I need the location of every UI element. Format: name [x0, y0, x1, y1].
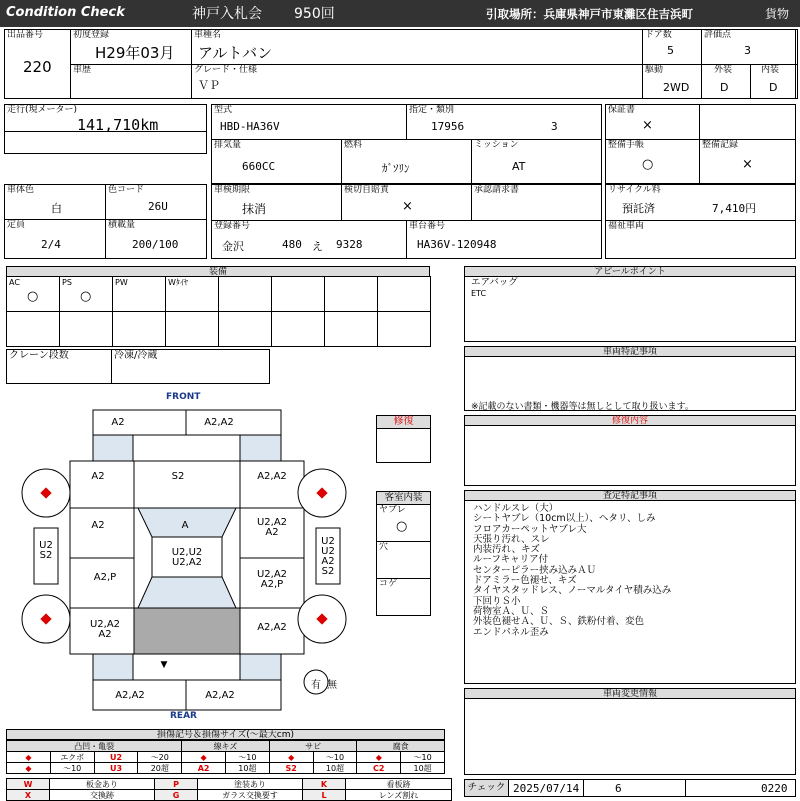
label-quarter-l: U2,A2 A2: [89, 619, 121, 640]
legend-key-cell: 看板跡: [346, 779, 452, 790]
legend-group-header: 腐食: [357, 741, 445, 752]
headlight-left: [93, 435, 133, 461]
score-label: 評価点: [704, 30, 732, 40]
inspection-note-line: ルーフキャリア付: [473, 554, 549, 566]
interior-row-label: コゲ: [379, 579, 398, 589]
appeal-line-etc: ETC: [471, 289, 487, 298]
label-rear-left: A2,A2: [115, 689, 145, 701]
type-cell: [211, 104, 407, 140]
drive-label: 駆動: [645, 65, 664, 75]
chassis-label: 車台番号: [409, 221, 446, 231]
classification: 3: [551, 120, 558, 133]
label-hood-right: A2,A2: [257, 470, 287, 482]
grade-label: グレード・仕様: [194, 65, 258, 75]
service-book-cell: [605, 139, 700, 184]
legend-key-cell: 塗装あり: [198, 779, 303, 790]
equipment-slot: [377, 311, 431, 347]
service-record-cell: [699, 139, 796, 184]
legend-cell: U3: [94, 763, 138, 774]
inspection-note-line: シートヤブレ（10cm以上）、ヘタリ、しみ: [473, 513, 656, 525]
headlight-right: [240, 435, 281, 461]
inspection-note-line: センターピラー挟み込みＡＵ: [473, 564, 597, 576]
warranty: ×: [642, 118, 653, 133]
lot-number: 220: [23, 58, 52, 76]
service-record-label: 整備記録: [702, 140, 739, 150]
interior-row: [376, 504, 431, 542]
label-door-r1: U2,A2 A2: [256, 517, 288, 538]
inspection-notes-box: [464, 500, 796, 684]
fuel: ｶﾞｿﾘﾝ: [382, 162, 410, 175]
interior-cell: [750, 64, 798, 99]
color-code: 26U: [148, 200, 168, 213]
registration-cell: [211, 220, 407, 259]
mileage: 141,710km: [77, 116, 159, 134]
score-cell: [701, 29, 798, 65]
recycle-fee: 7,410円: [712, 202, 757, 215]
label-roof: U2,U2 U2,A2: [171, 547, 203, 568]
equipment-title: 装備: [6, 266, 430, 277]
brand-title: Condition Check: [6, 5, 125, 20]
freezer-label: 冷凍/冷蔵: [114, 350, 158, 361]
inspection-note-line: タイヤスタッドレス、ノーマルタイヤ積み込み: [473, 585, 672, 597]
label-windshield: A: [181, 519, 189, 531]
pickup-location: 引取場所：兵庫県神戸市東灘区住吉浜町: [486, 7, 693, 21]
history-label: 車歴: [73, 65, 92, 75]
reg-area: 金沢: [222, 240, 244, 253]
inspection-note-line: 内装汚れ、キズ: [473, 544, 540, 556]
grade: ＶＰ: [198, 79, 220, 92]
appeal-title: アピールポイント: [464, 266, 796, 277]
load-capacity: 200/100: [132, 238, 179, 251]
capacity-label: 定員: [7, 220, 26, 230]
interior-grade: D: [769, 81, 778, 94]
crane-cell: [6, 349, 112, 384]
legend-cell: ◆: [7, 763, 51, 774]
lot-number-cell: [4, 29, 71, 99]
special-note: ※記載のない書類・機器等は無しとして取り扱います。: [471, 402, 694, 412]
designation-cell: [406, 104, 602, 140]
interior-row: [376, 541, 431, 579]
equipment-label: Wﾀｲﾔ: [168, 278, 188, 287]
interior-title: 客室内装: [376, 491, 431, 505]
doors-cell: [642, 29, 702, 65]
check-row: [464, 779, 796, 797]
legend-cell: 〜10: [401, 752, 445, 763]
legend-cell: 10超: [313, 763, 357, 774]
reg-class: 480: [282, 238, 302, 251]
legend-group-header: サビ: [269, 741, 357, 752]
change-info-box: [464, 698, 796, 775]
basic-info-panel: [4, 29, 796, 99]
exterior-grade: D: [720, 81, 729, 94]
rear-window[interactable]: [138, 577, 236, 608]
chassis-number: HA36V-120948: [417, 238, 497, 251]
check-num: 6: [615, 782, 622, 795]
legend-table: [6, 740, 445, 801]
equipment-slot: [324, 311, 378, 347]
legend-key-cell: G: [155, 790, 198, 801]
equipment-label: PW: [115, 278, 128, 287]
equipment-value: ○: [80, 289, 92, 304]
legend-key-cell: 交換跡: [50, 790, 155, 801]
fuel-cell: [341, 139, 472, 184]
displacement-cell: [211, 139, 342, 184]
equipment-grid: [6, 276, 430, 346]
history-cell: [70, 64, 192, 99]
legend-key-cell: 板金あり: [50, 779, 155, 790]
equipment-slot: [112, 311, 166, 347]
check-date: 2025/07/14: [513, 782, 580, 795]
crane-label: クレーン段数: [9, 350, 69, 361]
drive-cell: [642, 64, 702, 99]
equipment-slot: [112, 276, 166, 312]
taillight-left: [93, 654, 133, 680]
inspection-note-line: 荷物室Ａ、Ｕ、Ｓ: [473, 605, 550, 617]
legend-cell: ◆: [357, 752, 401, 763]
inspection-note-line: フロアカーペットヤブレ大: [473, 523, 587, 535]
front-label: FRONT: [166, 392, 201, 402]
grade-cell: [191, 64, 643, 99]
score: 3: [744, 44, 751, 57]
label-door-r2: U2,A2 A2,P: [256, 569, 288, 590]
wheel-rear-right[interactable]: [298, 595, 346, 643]
type-label: 型式: [214, 105, 233, 115]
model-name: アルトバン: [198, 44, 273, 62]
load-cell: [105, 219, 207, 259]
lot-number-label: 出品番号: [7, 30, 44, 40]
wheel-front-right[interactable]: [298, 469, 346, 517]
legend-cell: 10超: [225, 763, 269, 774]
equipment-label: PS: [62, 278, 72, 287]
wheel-rear-left[interactable]: [22, 595, 70, 643]
equipment-slot: [6, 311, 60, 347]
drive: 2WD: [663, 81, 690, 94]
inspection-notes-title: 査定特記事項: [464, 490, 796, 501]
equipment-slot: [218, 276, 272, 312]
inspection-note-line: 天張り汚れ、スレ: [473, 533, 550, 545]
body-color-cell: [4, 184, 106, 220]
appeal-line-airbag: エアバッグ: [471, 277, 518, 288]
equipment-slot: [271, 276, 325, 312]
doors: 5: [667, 44, 674, 57]
displacement-label: 排気量: [214, 140, 242, 150]
service-book: ○: [642, 157, 654, 172]
equipment-slot: [218, 311, 272, 347]
legend-key-cell: ガラス交換要す: [198, 790, 303, 801]
insurance-cell: [341, 184, 472, 221]
insurance-label: 検切自賠責: [344, 185, 390, 195]
color-code-cell: [105, 184, 207, 220]
special-title: 車両特記事項: [464, 346, 796, 357]
equipment-slot: [271, 311, 325, 347]
legend-title: 損傷記号＆損傷サイズ(〜最大cm): [6, 729, 445, 740]
equipment-slot: [377, 276, 431, 312]
approval-cell: [471, 184, 602, 221]
legend-cell: 20超: [138, 763, 182, 774]
inspection-expiry: 抹消: [242, 202, 267, 216]
approval-label: 承認請求書: [474, 185, 520, 195]
mission-cell: [471, 139, 602, 184]
vehicle-category: 貨物: [765, 7, 790, 21]
welfare-cell: [605, 220, 796, 259]
label-hood: S2: [171, 470, 185, 482]
mileage-cell: [4, 104, 207, 154]
model-name-cell: [191, 29, 643, 65]
insurance: ×: [402, 199, 413, 214]
warranty-blank-cell: [699, 104, 796, 140]
interior-row: [376, 578, 431, 616]
label-tail: ▼: [160, 660, 168, 670]
repair-content-title: 修復内容: [464, 415, 796, 426]
special-box: [464, 356, 796, 411]
interior-label: 内装: [761, 65, 780, 75]
equipment-slot: [165, 311, 219, 347]
warranty-cell: [605, 104, 700, 140]
repair-label: 修復: [376, 415, 431, 429]
inspection-expiry-cell: [211, 184, 342, 221]
legend-cell: 〜10: [50, 763, 94, 774]
wheel-front-left[interactable]: [22, 469, 70, 517]
body-color: 白: [51, 202, 62, 215]
spare-label: 有: [311, 679, 321, 691]
designation-label: 指定・類別: [409, 105, 455, 115]
exterior-label: 外装: [714, 65, 733, 75]
legend-key-cell: L: [303, 790, 346, 801]
legend-cell: ◆: [7, 752, 51, 763]
legend-cell: C2: [357, 763, 401, 774]
check-label: チェック: [464, 779, 509, 797]
welfare-label: 福祉車両: [608, 221, 645, 231]
inspection-note-line: 外装色褪せＡ、Ｕ、Ｓ、鉄粉付着、変色: [473, 616, 645, 628]
interior-row-value: ○: [396, 519, 408, 534]
inspection-label: 車検期限: [214, 185, 251, 195]
warranty-label: 保証書: [608, 105, 636, 115]
check-code: 0220: [761, 782, 788, 795]
equipment-value: ○: [27, 289, 39, 304]
mission-label: ミッション: [474, 140, 519, 150]
exterior-cell: [701, 64, 751, 99]
legend-cell: ◆: [269, 752, 313, 763]
inspection-note-line: 下回りＳ小: [473, 595, 521, 607]
taillight-right: [240, 654, 281, 680]
legend-key-cell: レンズ割れ: [346, 790, 452, 801]
fuel-label: 燃料: [344, 140, 363, 150]
label-front-right: A2,A2: [204, 417, 234, 428]
body-color-label: 車体色: [7, 185, 35, 195]
first-reg: H29年03月: [95, 44, 175, 62]
displacement: 660CC: [242, 160, 276, 173]
change-info-title: 車両変更情報: [464, 688, 796, 699]
recycle-label: リサイクル料: [608, 185, 661, 195]
chassis-cell: [406, 220, 602, 259]
inspection-note-line: ハンドルスレ（大）: [473, 503, 559, 514]
first-reg-cell: [70, 29, 192, 65]
legend-cell: 〜10: [313, 752, 357, 763]
service-record: ×: [742, 157, 753, 172]
load-label: 積載量: [108, 220, 136, 230]
label-front-left: A2: [111, 417, 125, 428]
rear-gate[interactable]: [134, 608, 240, 654]
service-book-label: 整備手帳: [608, 140, 645, 150]
legend-cell: 〜10: [225, 752, 269, 763]
repair-box: [376, 428, 431, 463]
doors-label: ドア数: [645, 30, 672, 40]
legend-cell: A2: [182, 763, 226, 774]
reg-number: 9328: [336, 238, 363, 251]
recycle-cell: [605, 184, 796, 221]
equipment-slot: [59, 311, 113, 347]
freezer-cell: [111, 349, 270, 384]
first-reg-label: 初度登録: [73, 30, 110, 40]
label-side-right: U2 U2 A2 S2: [321, 536, 335, 577]
auction-round: 950回: [294, 6, 335, 22]
reg-kana: え: [312, 240, 323, 253]
legend-cell: 10超: [401, 763, 445, 774]
label-rear-right: A2,A2: [205, 689, 235, 701]
interior-row-label: 穴: [379, 542, 389, 552]
interior-table: [376, 504, 431, 615]
model-name-label: 車種名: [194, 30, 222, 40]
rear-label: REAR: [170, 711, 197, 721]
registration-label: 登録番号: [214, 221, 251, 231]
label-side-left: U2 S2: [39, 540, 53, 561]
legend-group-header: 線キズ: [182, 741, 270, 752]
mileage-label: 走行(現メーター): [7, 105, 78, 115]
equipment-slot: [59, 276, 113, 312]
color-code-label: 色コード: [108, 185, 145, 195]
recycle-status: 預託済: [622, 202, 655, 215]
legend-cell: U2: [94, 752, 138, 763]
inspection-note-line: エンドパネル歪み: [473, 626, 549, 638]
legend-group-header: 凸凹・亀裂: [7, 741, 182, 752]
interior-row-label: ヤブレ: [379, 505, 406, 515]
legend-key-cell: P: [155, 779, 198, 790]
capacity-cell: [4, 219, 106, 259]
label-door-l1: A2: [91, 519, 105, 531]
appeal-box: [464, 276, 796, 342]
type-code: HBD-HA36V: [220, 120, 280, 133]
label-hood-left: A2: [91, 470, 105, 482]
legend-cell: 〜20: [138, 752, 182, 763]
equipment-slot: [324, 276, 378, 312]
designation: 17956: [431, 120, 465, 133]
tail-panel[interactable]: [133, 654, 240, 680]
spare-none-label: 無: [327, 679, 337, 691]
equipment-label: AC: [9, 278, 20, 287]
legend-key-cell: W: [7, 779, 50, 790]
mission: AT: [512, 160, 526, 173]
inspection-note-line: ドアミラー色褪せ、キズ: [473, 575, 577, 587]
label-quarter-r: A2,A2: [257, 621, 287, 633]
legend-cell: S2: [269, 763, 313, 774]
equipment-slot: [165, 276, 219, 312]
legend-cell: ◆: [182, 752, 226, 763]
auction-name: 神戸入札会: [192, 6, 262, 22]
capacity: 2/4: [41, 238, 61, 251]
legend-key-cell: K: [303, 779, 346, 790]
legend-key-cell: X: [7, 790, 50, 801]
equipment-slot: [6, 276, 60, 312]
legend-cell: エクボ: [50, 752, 94, 763]
label-door-l2: A2,P: [93, 571, 117, 583]
repair-content-box: [464, 425, 796, 486]
header-bar: [0, 0, 800, 27]
